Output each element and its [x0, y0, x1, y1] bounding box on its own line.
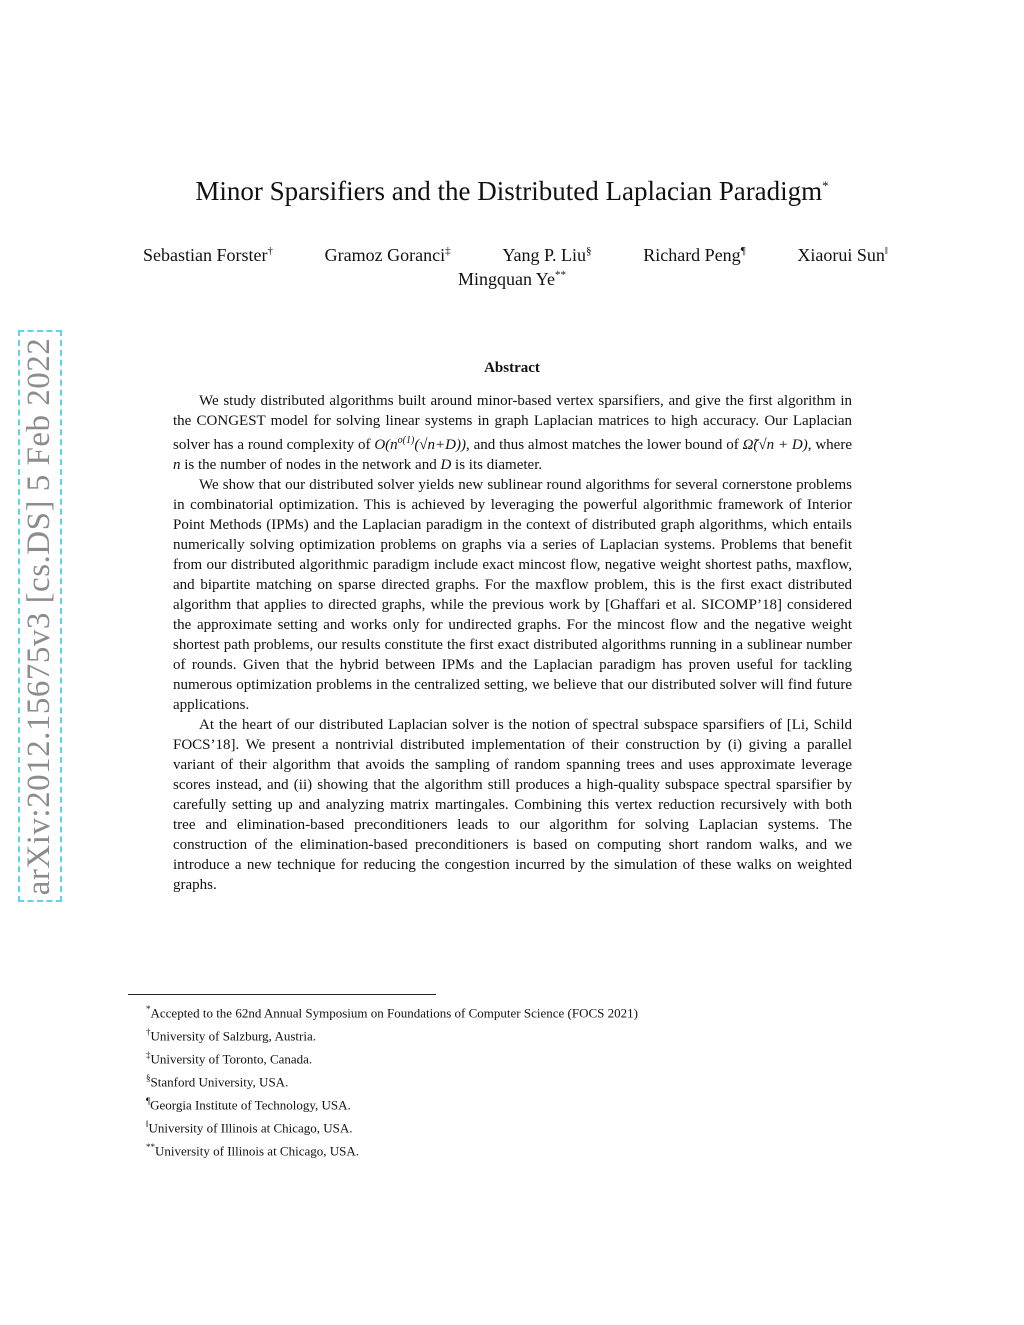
- author-list: [143, 245, 888, 266]
- footnote: [146, 1069, 846, 1092]
- footnote-text: University of Salzburg, Austria.: [150, 1028, 316, 1044]
- math-part: O(n: [374, 437, 398, 453]
- author-mark: †: [267, 245, 273, 257]
- author-mark: ‡: [445, 245, 451, 257]
- math-expression: Ω̃(√n + D): [742, 437, 808, 453]
- footnote-mark: §: [146, 1073, 151, 1084]
- abstract-text: is its diameter.: [451, 457, 543, 473]
- author-name: Mingquan Ye: [457, 269, 555, 289]
- abstract-text: , where: [807, 437, 852, 453]
- abstract-paragraph-3: At the heart of our distributed Laplacian solver is the notion of spectral subspace sparsifiers of [Li, Schild FOCS’18]. We present a nontrivial distributed implementation of their construction by (i) giving a parallel variant of their algorithm that avoids the sampling of random spanning trees and uses approximate leverage scores instead, and (ii) showing that the algorithm still produces a high-quality subspace spectral sparsifier by carefully setting up and analyzing matrix martingales. Combining this vertex reduction recursively with both tree and elimination-based preconditioners leads to our algorithm for solving Laplacian systems. The construction of the elimination-based preconditioners is based on computing short random walks, and we introduce a new technique for reducing the congestion incurred by the simulation of these walks on weighted graphs.: [173, 717, 852, 893]
- author-name: Gramoz Goranci: [324, 245, 446, 265]
- math-exponent: o(1): [397, 435, 415, 446]
- math-part: (√n+D)): [414, 437, 466, 453]
- footnote: [146, 1023, 846, 1046]
- author-mark: §: [586, 245, 592, 257]
- footnote-text: University of Toronto, Canada.: [150, 1051, 313, 1067]
- math-variable: D: [440, 457, 452, 473]
- abstract-text: is the number of nodes in the network and: [180, 457, 441, 473]
- author-name: Sebastian Forster: [143, 245, 268, 265]
- footnote: [146, 1000, 846, 1023]
- author-mark: ¶: [740, 245, 746, 257]
- abstract-text: , and thus almost matches the lower bound of: [466, 437, 743, 453]
- author-name: Richard Peng: [643, 245, 741, 265]
- math-variable: n: [173, 457, 181, 473]
- abstract-text: We study distributed algorithms built around minor-based vertex sparsifiers, and give the first algorithm in the CONGEST model for solving linear systems in graph Laplacian matrices to high accuracy. Our Laplacian solver has a round complexity of: [173, 393, 852, 453]
- author-mark: ‖: [884, 245, 888, 257]
- author-name: Xiaorui Sun: [797, 245, 885, 265]
- footnote-text: Accepted to the 62nd Annual Symposium on Foundations of Computer Science (FOCS 2021): [150, 1005, 638, 1021]
- author: [325, 245, 451, 266]
- footnote: [146, 1115, 846, 1138]
- footnote-text: Georgia Institute of Technology, USA.: [150, 1097, 351, 1113]
- paper-title-text: Minor Sparsifiers and the Distributed Laplacian Paradigm: [195, 176, 823, 206]
- footnote-mark: **: [146, 1142, 155, 1153]
- arxiv-side-stamp: [18, 330, 62, 902]
- abstract-paragraph-1: [173, 391, 852, 475]
- abstract-body: [173, 391, 852, 895]
- author: [643, 245, 745, 266]
- abstract-heading: Abstract: [484, 360, 540, 376]
- footnote-divider: [128, 994, 436, 995]
- footnote-mark: ‡: [146, 1050, 151, 1061]
- author-list-second-line: [0, 269, 1024, 290]
- author-name: Yang P. Liu: [502, 245, 587, 265]
- footnote-list: [146, 1000, 846, 1161]
- footnote-text: Stanford University, USA.: [150, 1074, 289, 1090]
- footnote: [146, 1138, 846, 1161]
- author: [458, 269, 566, 289]
- footnote-text: University of Illinois at Chicago, USA.: [148, 1120, 353, 1136]
- math-expression: [374, 437, 466, 453]
- footnote-mark: ¶: [146, 1096, 151, 1107]
- abstract-paragraph-2: We show that our distributed solver yields new sublinear round algorithms for several cornerstone problems in combinatorial optimization. This is achieved by leveraging the powerful algorithmic framework of Interior Point Methods (IPMs) and the Laplacian paradigm in the context of distributed graph algorithms, which entails numerically solving optimization problems on graphs via a series of Laplacian systems. Problems that benefit from our distributed algorithmic paradigm include exact mincost flow, negative weight shortest paths, maxflow, and bipartite matching on sparse directed graphs. For the maxflow problem, this is the first exact distributed algorithm that applies to directed graphs, while the previous work by [Ghaffari et al. SICOMP’18] considered the approximate setting and works only for undirected graphs. For the mincost flow and the negative weight shortest path problems, our results constitute the first exact distributed algorithms running in a sublinear number of rounds. Given that the hybrid between IPMs and the Laplacian paradigm has proven useful for tackling numerous optimization problems in the centralized setting, we believe that our distributed solver will find future applications.: [173, 477, 852, 713]
- title-footnote-mark: *: [822, 178, 829, 193]
- footnote: [146, 1092, 846, 1115]
- footnote-mark: †: [146, 1027, 151, 1038]
- footnote-mark: *: [146, 1004, 151, 1014]
- arxiv-id-text: arXiv:2012.15675v3 [cs.DS] 5 Feb 2022: [21, 337, 58, 895]
- author: [797, 245, 888, 266]
- paper-title: [0, 176, 1024, 207]
- author: [143, 245, 273, 266]
- author: [502, 245, 591, 266]
- footnote-mark: ‖: [146, 1119, 149, 1130]
- author-mark: **: [555, 269, 566, 281]
- footnote-text: University of Illinois at Chicago, USA.: [155, 1143, 360, 1159]
- footnote: [146, 1046, 846, 1069]
